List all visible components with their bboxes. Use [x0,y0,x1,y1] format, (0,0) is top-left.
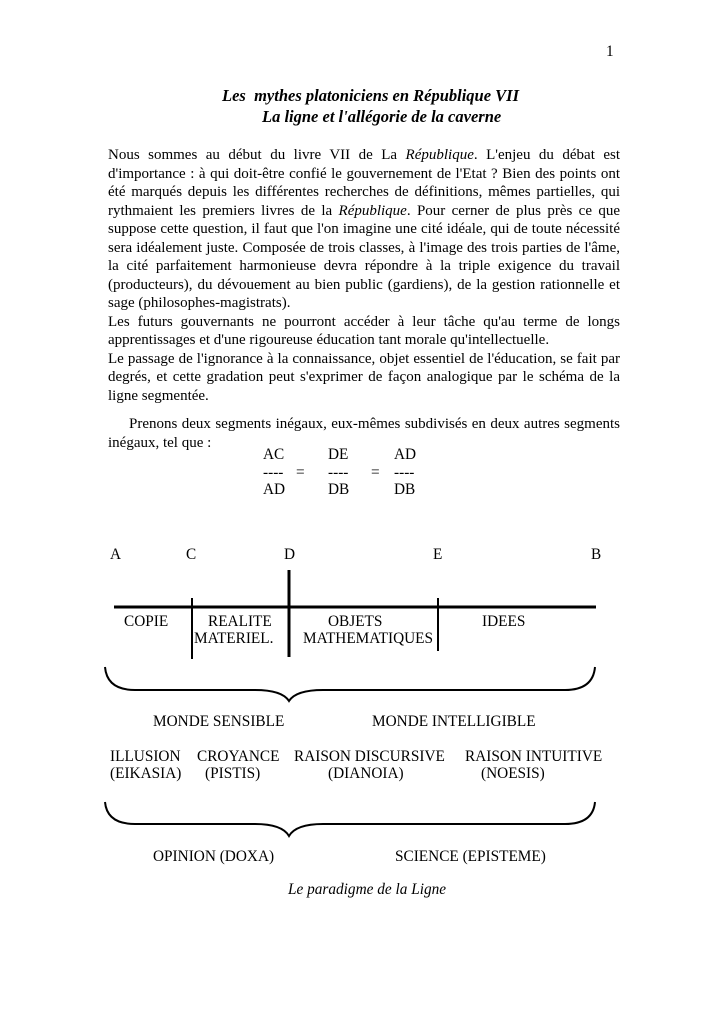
segment-idees: IDEES [482,613,526,630]
segment-copie: COPIE [124,613,169,630]
ratio-bar: ---- [263,464,284,481]
body-line: degrés, et cette gradation peut s'exprimer de façon analogique par le schéma de la [108,369,620,385]
brace-upper [105,667,595,701]
segment-mathematiques: MATHEMATIQUES [303,630,434,647]
italic-title: République [405,147,474,163]
body-line: sera idéalement juste. Composée de trois classes, à l'image des trois parties de l'âme, [108,239,620,256]
ratio-denominator: DB [394,481,416,498]
body-line: (producteurs), du dévouement au bien public (gardiens), de la gestion rationnelle et [108,276,620,293]
equals-sign: = [296,464,305,481]
body-line: ligne segmentée. [108,387,209,404]
faculte-dianoia: (DIANOIA) [328,765,404,782]
faculte-illusion: ILLUSION [110,748,181,765]
body-line: rythmaient les premiers livres de la République. Pour cerner de plus près ce que [108,202,620,219]
monde-intelligible: MONDE INTELLIGIBLE [372,713,536,730]
faculte-eikasia: (EIKASIA) [110,765,182,782]
equals-sign: = [371,464,380,481]
body-line: suppose cette question, il faut que l'on imagine une cité idéale, qui de toute nécessité [108,221,620,237]
ratio-denominator: AD [263,481,286,498]
brace-lower [105,802,595,836]
ratio-bar: ---- [394,464,415,481]
faculte-pistis: (PISTIS) [205,765,261,782]
segment-materiel: MATERIEL. [194,630,274,647]
ratio-denominator: DB [328,481,350,498]
body-line: apprentissages et d'une rigoureuse éducation tant morale qu'intellectuelle. [108,332,550,348]
intro-line: Prenons deux segments inégaux, eux-mêmes subdivisés en deux autres segments [129,416,620,432]
body-line: été marqués depuis les différentes recherches de définitions, mêmes partielles, qui [108,184,620,200]
body-line: Le passage de l'ignorance à la connaissance, objet essentiel de l'éducation, se fait par [108,350,620,367]
title-line-1: Les mythes platoniciens en République VII [222,86,520,105]
savoir-science: SCIENCE (EPISTEME) [395,848,546,865]
ratio-bar: ---- [328,464,349,481]
point-d: D [284,546,296,563]
faculte-noesis: (NOESIS) [481,765,545,782]
ratio-numerator: AC [263,446,285,463]
body-line: la cité parfaitement harmonieuse devra répondre à la triple exigence du travail [108,258,620,274]
point-e: E [433,546,443,563]
segment-realite: REALITE [208,613,272,630]
faculte-intuitive: RAISON INTUITIVE [465,748,603,765]
ratio-numerator: AD [394,446,417,463]
title-line-2: La ligne et l'allégorie de la caverne [262,107,502,126]
faculte-croyance: CROYANCE [197,748,280,765]
intro-line: inégaux, tel que : [108,434,212,451]
page-number: 1 [606,43,614,60]
point-b: B [591,546,602,563]
body-line: d'importance : à qui doit-être confié le gouvernement de l'Etat ? Bien des points ont [108,165,620,182]
figure-caption: Le paradigme de la Ligne [288,881,447,898]
point-a: A [110,546,122,563]
monde-sensible: MONDE SENSIBLE [153,713,285,730]
body-line: Nous sommes au début du livre VII de La République. L'enjeu du débat est [108,147,620,163]
ratio-numerator: DE [328,446,349,463]
italic-title: République [338,202,407,219]
savoir-opinion: OPINION (DOXA) [153,848,275,865]
point-c: C [186,546,197,563]
body-line: sage (philosophes-magistrats). [108,295,291,311]
body-line: Les futurs gouvernants ne pourront accéder à leur tâche qu'au terme de longs [108,313,620,330]
segment-objets: OBJETS [328,613,383,630]
faculte-discursive: RAISON DISCURSIVE [294,748,445,765]
